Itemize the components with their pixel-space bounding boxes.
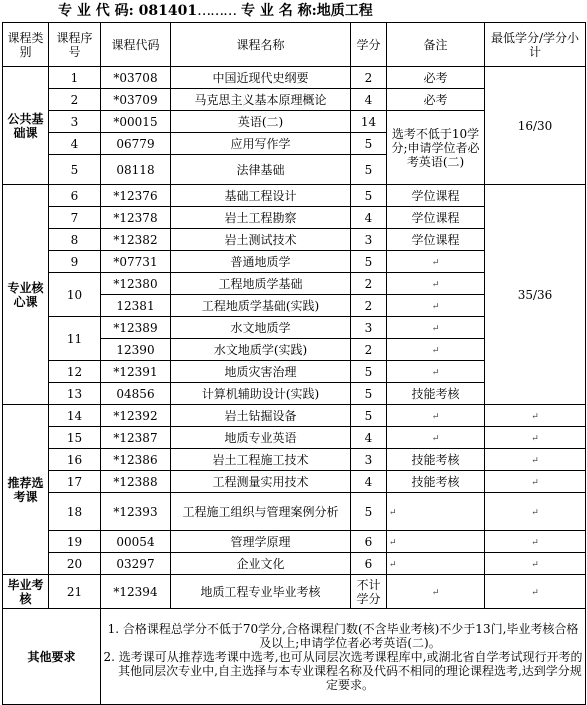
note-cell: 学位课程 [387,207,485,229]
category-elective: 推荐选考课 [3,405,49,575]
course-name: 应用写作学 [171,133,351,155]
min-cell [485,553,586,575]
note-cell [387,493,485,531]
major-code: 081401 [138,3,198,19]
note-cell [387,531,485,553]
col-code: 课程代码 [101,23,171,67]
credit-cell: 6 [351,553,387,575]
col-category: 课程类别 [3,23,49,67]
paragraph-mark: ↵ [531,411,539,422]
leader-dots: ……… [197,3,237,19]
paragraph-mark: ↵ [431,411,440,422]
min-cell [485,531,586,553]
code-cell: *12391 [101,361,171,383]
paragraph-mark: ↵ [531,587,539,598]
min-cell [485,427,586,449]
note-cell [387,405,485,427]
min-cell [485,575,586,609]
note-cell [387,427,485,449]
note-cell: 学位课程 [387,185,485,207]
seq-cell: 16 [49,449,101,471]
note-public-elective: 选考不低于10学分;申请学位者必考英语(二) [387,111,485,185]
major-name-label: 专 业 名 称: [241,3,317,19]
course-name: 地质灾害治理 [171,361,351,383]
seq-cell: 12 [49,361,101,383]
course-name: 地质专业英语 [171,427,351,449]
paragraph-mark: ↵ [531,477,539,488]
paragraph-mark: ↵ [531,455,539,466]
category-grad: 毕业考核 [3,575,49,609]
code-cell: *03708 [101,67,171,89]
credit-cell: 不计学分 [351,575,387,609]
code-cell: *12387 [101,427,171,449]
seq-cell: 9 [49,251,101,273]
table-row [3,67,586,89]
seq-cell: 5 [49,155,101,185]
seq-cell: 13 [49,383,101,405]
credit-cell: 5 [351,383,387,405]
course-name: 工程施工组织与管理案例分析 [171,493,351,531]
other-requirements-label: 其他要求 [3,609,101,705]
paragraph-mark: ↵ [389,559,397,570]
code-cell: *00015 [101,111,171,133]
page-header [0,0,587,22]
note-cell [387,553,485,575]
curriculum-table [2,22,586,705]
paragraph-mark: ↵ [431,367,440,378]
min-cell [485,493,586,531]
seq-cell: 10 [49,273,101,317]
credit-cell: 3 [351,449,387,471]
paragraph-mark: ↵ [431,279,440,290]
code-cell: 00054 [101,531,171,553]
note-cell: 学位课程 [387,229,485,251]
seq-cell: 19 [49,531,101,553]
seq-cell: 17 [49,471,101,493]
note-cell [387,273,485,295]
credit-cell: 5 [351,361,387,383]
code-cell: *12392 [101,405,171,427]
code-cell: *12376 [101,185,171,207]
note-cell: 必考 [387,67,485,89]
course-name: 岩土工程施工技术 [171,449,351,471]
requirement-item: 2. 选考课可从推荐选考课中选考,也可从同层次选考课程库中,或湖北省自学考试现行开考的其他同层次专业中,自主选择与本专业课程名称及代码不相同的理论课程选考,达到学分规定要求。 [103,649,583,692]
paragraph-mark: ↵ [431,433,440,444]
course-name: 基础工程设计 [171,185,351,207]
course-name: 岩土工程勘察 [171,207,351,229]
seq-cell: 2 [49,89,101,111]
code-cell: 08118 [101,155,171,185]
min-cell [485,471,586,493]
table-row [3,531,586,553]
major-name: 地质工程 [316,3,373,19]
min-credit-public: 16/30 [485,67,586,185]
seq-cell: 20 [49,553,101,575]
table-row [3,427,586,449]
note-cell: 技能考核 [387,449,485,471]
paragraph-mark: ↵ [389,537,397,548]
paragraph-mark: ↵ [389,507,397,518]
credit-cell: 14 [351,111,387,133]
seq-cell: 8 [49,229,101,251]
code-cell: 06779 [101,133,171,155]
code-cell: *03709 [101,89,171,111]
note-cell [387,251,485,273]
credit-cell: 5 [351,133,387,155]
course-name: 计算机辅助设计(实践) [171,383,351,405]
category-public: 公共基础课 [3,67,49,185]
seq-cell: 3 [49,111,101,133]
paragraph-mark: ↵ [531,433,539,444]
paragraph-mark: ↵ [431,323,440,334]
seq-cell: 4 [49,133,101,155]
paragraph-mark: ↵ [431,587,440,598]
code-cell: *12394 [101,575,171,609]
seq-cell: 6 [49,185,101,207]
requirement-item: 1. 合格课程总学分不低于70学分,合格课程门数(不含毕业考核)不少于13门,毕业考核合格及以上;申请学位者必考英语(二)。 [107,621,579,650]
course-name: 英语(二) [171,111,351,133]
code-cell: *12380 [101,273,171,295]
course-name: 中国近现代史纲要 [171,67,351,89]
col-note: 备注 [387,23,485,67]
course-name: 工程地质学基础 [171,273,351,295]
note-cell [387,575,485,609]
credit-cell: 3 [351,317,387,339]
code-cell: *12393 [101,493,171,531]
paragraph-mark: ↵ [431,257,440,268]
course-name: 水文地质学 [171,317,351,339]
min-cell [485,405,586,427]
other-requirements-text [101,609,586,705]
category-core: 专业核心课 [3,185,49,405]
col-credit: 学分 [351,23,387,67]
credit-cell: 3 [351,229,387,251]
seq-cell: 15 [49,427,101,449]
col-min-credit: 最低学分/学分小计 [485,23,586,67]
credit-cell: 2 [351,273,387,295]
col-seq: 课程序号 [49,23,101,67]
paragraph-mark: ↵ [531,559,539,570]
code-cell: 04856 [101,383,171,405]
credit-cell: 4 [351,471,387,493]
table-row [3,575,586,609]
credit-cell: 5 [351,155,387,185]
course-name: 水文地质学(实践) [171,339,351,361]
seq-cell: 14 [49,405,101,427]
course-name: 普通地质学 [171,251,351,273]
seq-cell: 1 [49,67,101,89]
note-cell: 必考 [387,89,485,111]
note-cell [387,295,485,317]
table-row [3,493,586,531]
note-cell [387,339,485,361]
credit-cell: 5 [351,185,387,207]
code-cell: *12378 [101,207,171,229]
table-row [3,553,586,575]
seq-cell: 7 [49,207,101,229]
credit-cell: 5 [351,251,387,273]
code-cell: 03297 [101,553,171,575]
credit-cell: 2 [351,339,387,361]
credit-cell: 4 [351,427,387,449]
table-row [3,471,586,493]
note-cell: 技能考核 [387,471,485,493]
credit-cell: 6 [351,531,387,553]
paragraph-mark: ↵ [531,507,539,518]
min-credit-core: 35/36 [485,185,586,405]
course-name: 岩土测试技术 [171,229,351,251]
table-row [3,405,586,427]
course-name: 管理学原理 [171,531,351,553]
table-row [3,449,586,471]
credit-cell: 2 [351,295,387,317]
course-name: 法律基础 [171,155,351,185]
paragraph-mark: ↵ [531,537,539,548]
table-header-row [3,23,586,67]
credit-cell: 4 [351,207,387,229]
note-cell: 技能考核 [387,383,485,405]
note-cell [387,361,485,383]
table-row [3,185,586,207]
code-cell: *12386 [101,449,171,471]
col-name: 课程名称 [171,23,351,67]
paragraph-mark: ↵ [431,345,440,356]
code-cell: *07731 [101,251,171,273]
major-code-label: 专 业 代 码: [58,3,134,19]
credit-cell: 2 [351,67,387,89]
min-cell [485,449,586,471]
course-name: 地质工程专业毕业考核 [171,575,351,609]
note-cell [387,317,485,339]
code-cell: 12390 [101,339,171,361]
code-cell: *12382 [101,229,171,251]
credit-cell: 5 [351,493,387,531]
course-name: 马克思主义基本原理概论 [171,89,351,111]
code-cell: 12381 [101,295,171,317]
credit-cell: 5 [351,405,387,427]
seq-cell: 21 [49,575,101,609]
other-requirements-row [3,609,586,705]
credit-cell: 4 [351,89,387,111]
seq-cell: 18 [49,493,101,531]
course-name: 工程地质学基础(实践) [171,295,351,317]
seq-cell: 11 [49,317,101,361]
course-name: 企业文化 [171,553,351,575]
code-cell: *12389 [101,317,171,339]
course-name: 工程测量实用技术 [171,471,351,493]
code-cell: *12388 [101,471,171,493]
paragraph-mark: ↵ [431,301,440,312]
course-name: 岩土钻掘设备 [171,405,351,427]
